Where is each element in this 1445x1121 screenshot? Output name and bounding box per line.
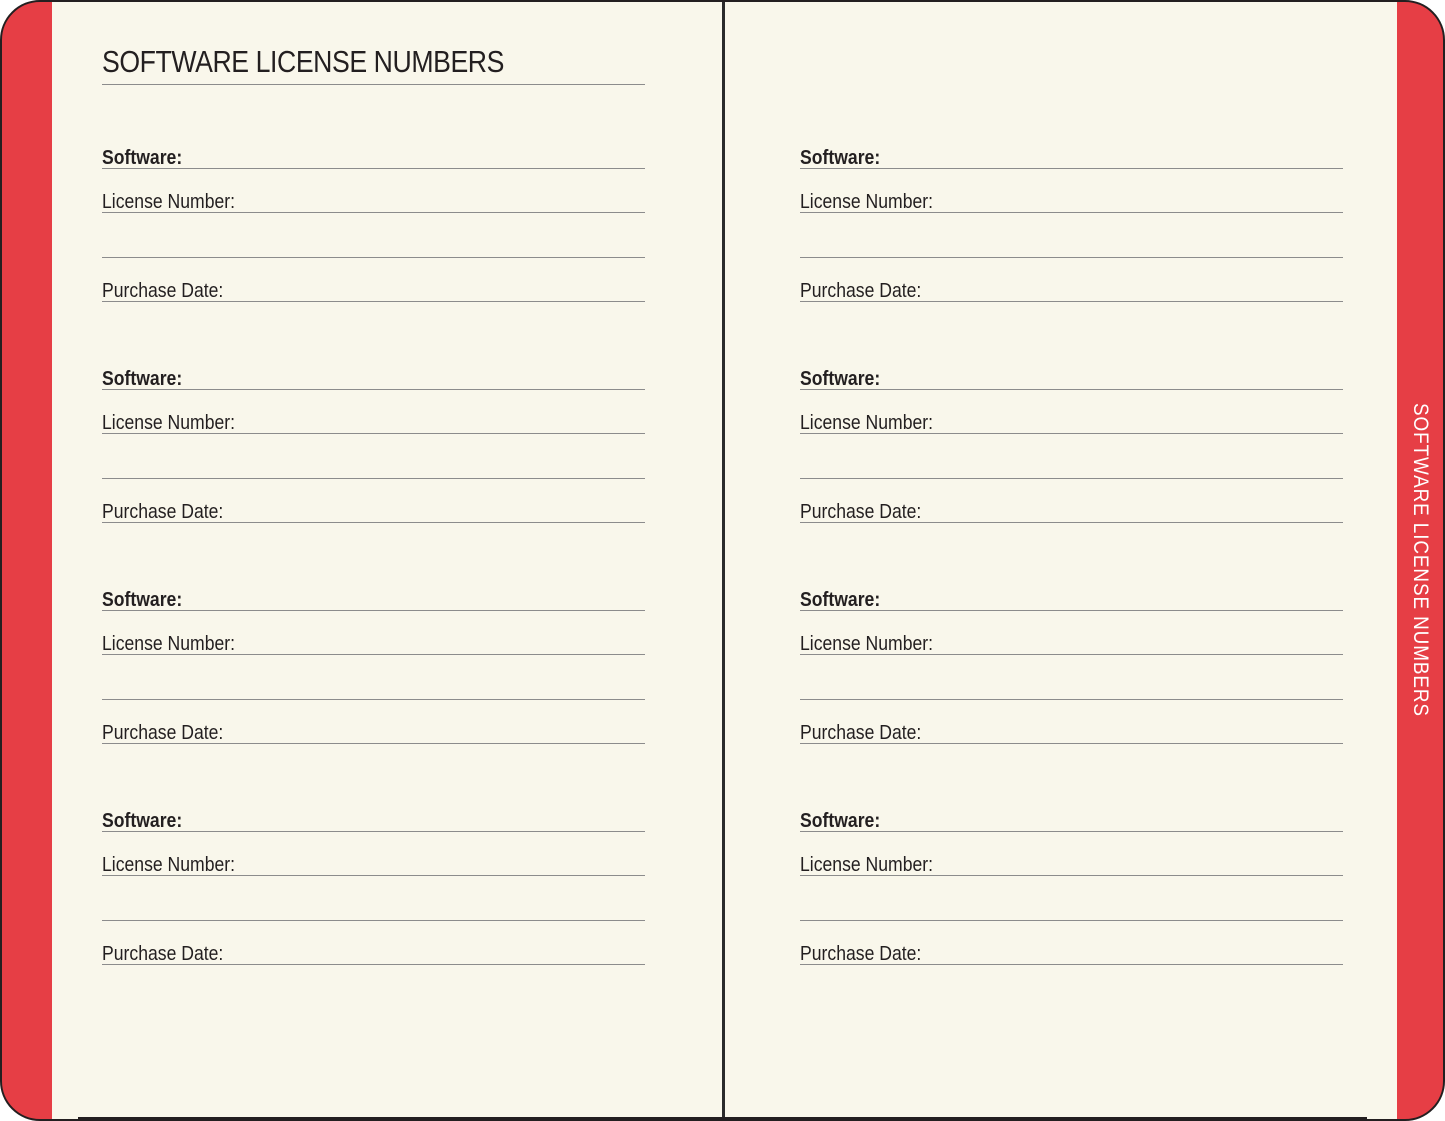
software-label: Software:: [102, 368, 183, 390]
license-number-label: License Number:: [102, 412, 236, 434]
purchase-date-write-line[interactable]: [800, 964, 1343, 965]
license-number-label: License Number:: [800, 412, 934, 434]
software-write-line[interactable]: [800, 831, 1343, 832]
purchase-date-write-line[interactable]: [102, 301, 645, 302]
software-write-line[interactable]: [102, 831, 645, 832]
purchase-date-label: Purchase Date:: [102, 501, 224, 523]
software-write-line[interactable]: [102, 168, 645, 169]
software-label: Software:: [102, 147, 183, 169]
license-number-write-line[interactable]: [102, 654, 645, 655]
software-write-line[interactable]: [800, 168, 1343, 169]
purchase-date-write-line[interactable]: [800, 522, 1343, 523]
software-label: Software:: [102, 810, 183, 832]
license-number-extra-line[interactable]: [800, 478, 1343, 479]
software-label: Software:: [800, 589, 881, 611]
license-number-extra-line[interactable]: [800, 257, 1343, 258]
software-label: Software:: [800, 368, 881, 390]
software-label: Software:: [102, 589, 183, 611]
license-number-write-line[interactable]: [800, 212, 1343, 213]
software-label: Software:: [800, 810, 881, 832]
software-write-line[interactable]: [102, 389, 645, 390]
license-number-write-line[interactable]: [102, 875, 645, 876]
page-bottom-edge: [78, 1117, 1367, 1119]
license-number-extra-line[interactable]: [800, 920, 1343, 921]
purchase-date-label: Purchase Date:: [102, 722, 224, 744]
purchase-date-write-line[interactable]: [800, 743, 1343, 744]
license-number-write-line[interactable]: [800, 875, 1343, 876]
license-number-extra-line[interactable]: [102, 920, 645, 921]
license-number-extra-line[interactable]: [102, 478, 645, 479]
license-number-label: License Number:: [800, 854, 934, 876]
software-label: Software:: [800, 147, 881, 169]
license-number-write-line[interactable]: [102, 433, 645, 434]
spine-divider: [722, 2, 725, 1121]
license-number-extra-line[interactable]: [102, 699, 645, 700]
purchase-date-label: Purchase Date:: [800, 943, 922, 965]
license-number-extra-line[interactable]: [102, 257, 645, 258]
software-write-line[interactable]: [102, 610, 645, 611]
license-number-label: License Number:: [102, 191, 236, 213]
software-write-line[interactable]: [800, 389, 1343, 390]
purchase-date-label: Purchase Date:: [102, 280, 224, 302]
purchase-date-label: Purchase Date:: [800, 501, 922, 523]
side-tab-label: SOFTWARE LICENSE NUMBERS: [1409, 403, 1432, 717]
purchase-date-write-line[interactable]: [102, 743, 645, 744]
purchase-date-label: Purchase Date:: [800, 280, 922, 302]
purchase-date-write-line[interactable]: [102, 522, 645, 523]
license-number-label: License Number:: [102, 854, 236, 876]
purchase-date-write-line[interactable]: [800, 301, 1343, 302]
page-title: SOFTWARE LICENSE NUMBERS: [102, 42, 645, 85]
purchase-date-label: Purchase Date:: [800, 722, 922, 744]
software-write-line[interactable]: [800, 610, 1343, 611]
purchase-date-write-line[interactable]: [102, 964, 645, 965]
license-number-label: License Number:: [102, 633, 236, 655]
license-number-write-line[interactable]: [102, 212, 645, 213]
license-number-label: License Number:: [800, 191, 934, 213]
purchase-date-label: Purchase Date:: [102, 943, 224, 965]
license-number-label: License Number:: [800, 633, 934, 655]
license-number-extra-line[interactable]: [800, 699, 1343, 700]
license-number-write-line[interactable]: [800, 654, 1343, 655]
license-number-write-line[interactable]: [800, 433, 1343, 434]
